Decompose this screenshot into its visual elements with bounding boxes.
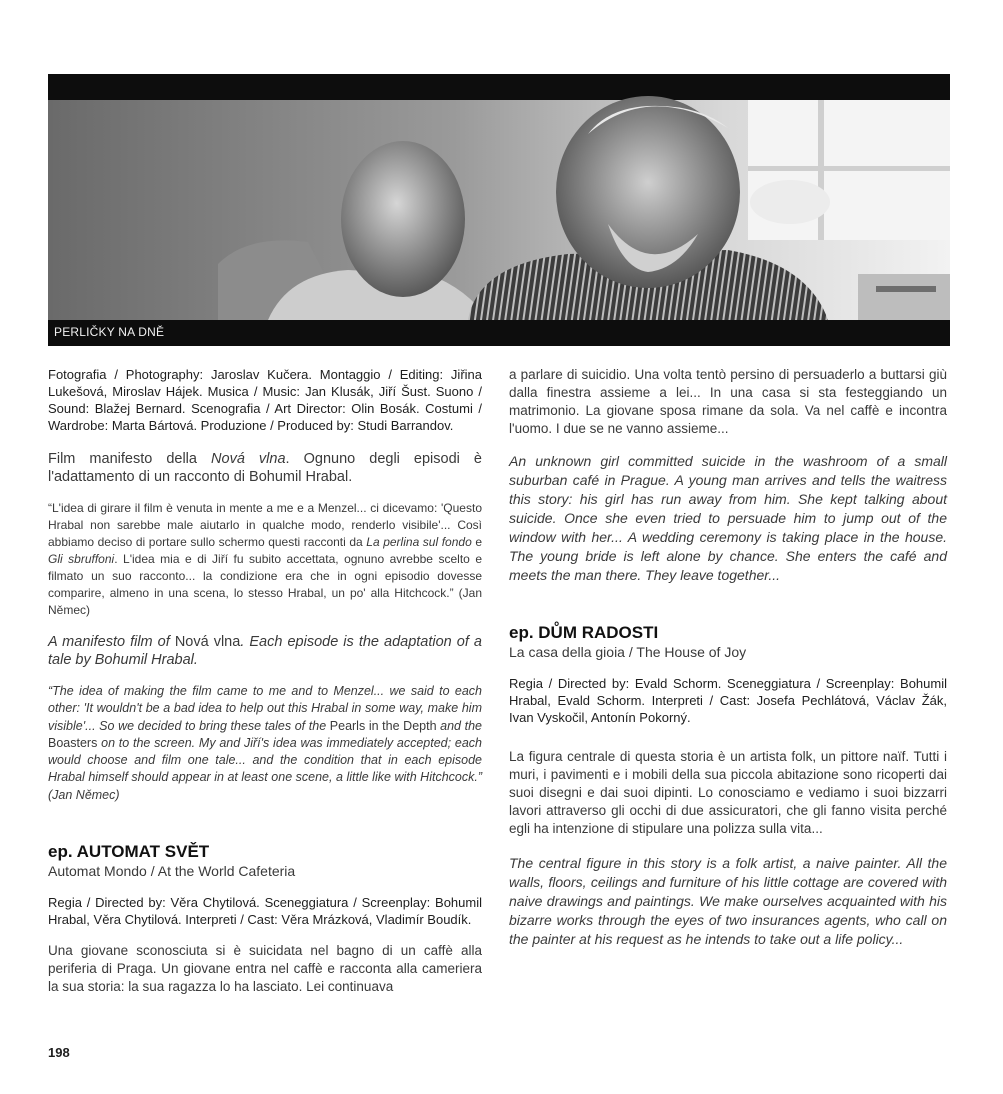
quote-english-title-2: Boasters — [48, 735, 98, 750]
quote-italian — [48, 500, 482, 619]
quote-italian-part-1: “L'idea di girare il film è venuta in mente a me e a Menzel... ci dicevamo: 'Questo Hrabal non sarebbe male aiutarlo in qualche modo, renderlo visibile'... Così abbiamo deciso di portare sullo schermo questi racconti da — [48, 501, 482, 549]
synopsis-italian-continued: a parlare di suicidio. Una volta tentò persino di persuaderlo a buttarsi giù dalla finestra assieme a lei... In una casa si sta festeggiando un matrimonio. La giovane sposa rimane da sola. Va nel caffè e incontra l'uomo. I due se ne vanno assieme... — [509, 367, 947, 436]
intro-italian-title: Nová vlna — [211, 451, 286, 467]
quote-italian-title-1: La perlina sul fondo — [366, 535, 472, 549]
quote-english-part-2: and the — [436, 718, 482, 733]
quote-italian-title-2: Gli sbruffoni — [48, 552, 115, 566]
episode-synopsis-italian-dum-radosti: La figura centrale di questa storia è un artista folk, un pittore naïf. Tutti i muri, i pavimenti e i mobili della sua piccola abitazione sono ricoperti dai suoi disegni e dai suoi dipinti. Lo conosciamo e vediamo i suoi bizzarri lavori attraverso gli occhi di due assicuratori, che gli fanno visita perché egli ha intenzione di stipulare una polizza sulla vita... — [509, 749, 947, 836]
episode-title-automat-svet: ep. AUTOMAT SVĚT — [48, 842, 210, 862]
episode-synopsis-italian-automat-svet: Una giovane sconosciuta si è suicidata nel bagno di un caffè alla periferia di Praga. Un giovane entra nel caffè e racconta alla cameriera la sua storia: la sua ragazza lo ha lasciato. Lei continuava — [48, 943, 482, 995]
intro-italian-part-1: Film manifesto della — [48, 451, 212, 467]
episode-credits-dum-radosti: Regia / Directed by: Evald Schorm. Sceneggiatura / Screenplay: Bohumil Hrabal, Evald Schorm. Interpreti / Cast: Josefa Pechlátová, Václav Žák, Ivan Vyskočil, Antonín Pokorný. — [509, 676, 947, 725]
episode-synopsis-english-automat-svet: An unknown girl committed suicide in the washroom of a small suburban café in Prague. A young man arrives and tells the waitress this story: his girl has run away from him. She kept talking about suicide. Once she even tried to persuade him to jump out of the window with her... A wedding ceremony is taking place in the house. The young bride is left alone by chance. She enters the café and meets the man there. They leave together... — [509, 453, 947, 583]
intro-italian — [48, 450, 482, 486]
intro-italian-part-2: . Ognuno degli episodi è l'adattamento di un racconto di Bohumil Hrabal. — [48, 451, 482, 485]
photo-caption: PERLIČKY NA DNĚ — [54, 325, 165, 339]
quote-english-title-1: Pearls in the Depth — [329, 718, 437, 733]
quote-italian-part-3: . L'idea mia e di Jiří fu subito accettata, ognuno avrebbe scelto e filmato un suo racconto... la condizione era che in ogni episodio dovesse comparire, almeno in una scena, lo stesso Hrabal, un po' alla Hitchcock.” (Jan Němec) — [48, 552, 482, 617]
episode-synopsis-english-dum-radosti: The central figure in this story is a folk artist, a naive painter. All the walls, floors, ceilings and furniture of his little cottage are covered with naive drawings and paintings. We make ourselves acquainted with his bizarre works through the eyes of two insurances agents, who call on the painter at his request as he intends to take out a life policy... — [509, 855, 947, 947]
right-column — [509, 366, 947, 949]
episode-subtitle-automat-svet: Automat Mondo / At the World Cafeteria — [48, 863, 296, 880]
episode-title-dum-radosti: ep. DŮM RADOSTI — [509, 623, 659, 642]
film-still-image — [48, 74, 950, 346]
episode-subtitle-dum-radosti: La casa della gioia / The House of Joy — [509, 644, 747, 660]
film-still-photo — [48, 74, 950, 346]
left-column — [48, 366, 482, 996]
quote-english-part-1: “The idea of making the film came to me and to Menzel... we said to each other: 'It wouldn't be a bad idea to help out this Hrabal in some way, make him visible'... So we decided to bring these tales of the — [48, 684, 482, 733]
intro-english — [48, 633, 482, 669]
quote-english-part-3: on to the screen. My and Jiří's idea was immediately accepted; each would choose and film one tale... and the condition that in each episode Hrabal himself should appear in at least one scene, a little like with Hitchcock.” (Jan Němec) — [48, 735, 482, 802]
intro-english-part-1: A manifesto film of — [48, 634, 175, 650]
episode-credits-automat-svet: Regia / Directed by: Věra Chytilová. Sceneggiatura / Screenplay: Bohumil Hrabal, Věra Chytilová. Interpreti / Cast: Věra Mrázková, Vladimír Boudík. — [48, 895, 482, 928]
intro-english-part-2: . Each episode is the adaptation of a tale by Bohumil Hrabal. — [48, 634, 482, 668]
page-number: 198 — [48, 1045, 70, 1060]
quote-english — [48, 683, 482, 804]
quote-italian-part-2: e — [471, 535, 482, 549]
intro-english-title: Nová vlna — [174, 634, 241, 650]
film-credits: Fotografia / Photography: Jaroslav Kučera. Montaggio / Editing: Jiřina Lukešová, Miroslav Hájek. Musica / Music: Jan Klusák, Jiří Šust. Suono / Sound: Blažej Bernard. Scenografia / Art Director: Olin Bosák. Costumi / Wardrobe: Marta Bártová. Produzione / Produced by: Studi Barrandov. — [48, 367, 482, 433]
